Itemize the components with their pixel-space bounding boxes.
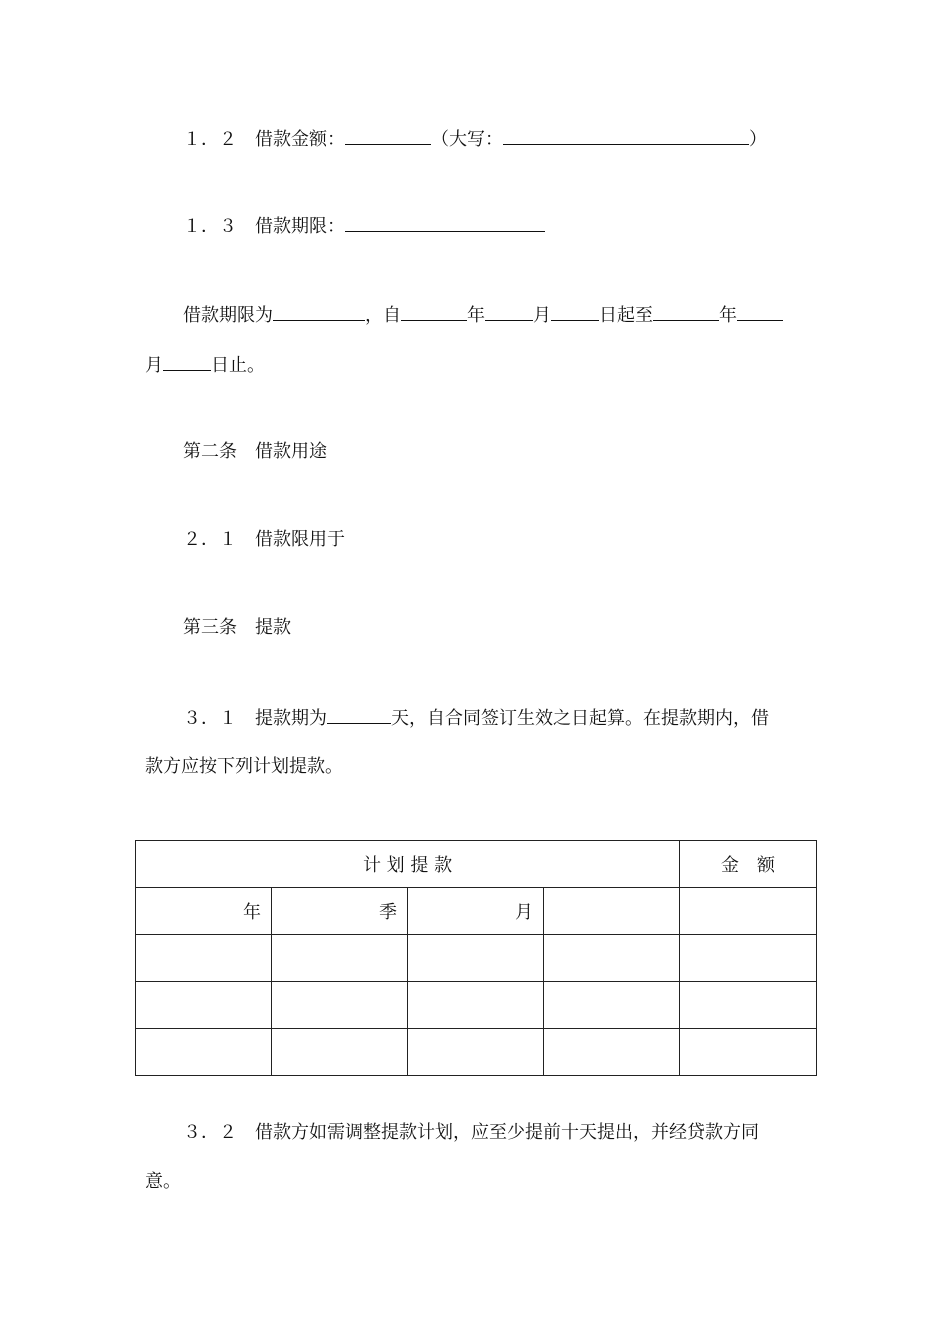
table-row [136, 982, 817, 1029]
term-text: 日止。 [211, 355, 265, 376]
clause-1-3 [183, 213, 545, 239]
term-text: ，自 [365, 305, 401, 326]
clause-number: ３．２ [183, 1122, 237, 1143]
end-month-blank[interactable] [737, 302, 783, 321]
table-cell[interactable] [136, 1029, 272, 1076]
term-text: 日起至 [599, 305, 653, 326]
term-line-1 [183, 302, 783, 328]
term-line-2 [145, 352, 265, 378]
clause-text: 天，自合同签订生效之日起算。在提款期内，借 [391, 708, 769, 729]
loan-amount-uppercase-blank[interactable] [503, 126, 749, 145]
season-header: 季 [272, 888, 408, 935]
clause-number: １．３ [183, 216, 237, 237]
table-cell[interactable] [544, 1029, 680, 1076]
end-year-blank[interactable] [653, 302, 719, 321]
clause-label: 借款金额： [255, 129, 345, 150]
term-text: 月 [533, 305, 551, 326]
clause-label: 借款期限： [255, 216, 345, 237]
term-length-blank[interactable] [273, 302, 365, 321]
month-header: 月 [408, 888, 544, 935]
clause-text: 提款期为 [255, 708, 327, 729]
table-row [136, 1029, 817, 1076]
plan-header: 计 划 提 款 [136, 841, 680, 888]
article-2-title: 第二条 借款用途 [183, 441, 327, 462]
clause-number: ３．１ [183, 708, 237, 729]
term-text: 年 [719, 305, 737, 326]
loan-term-blank[interactable] [345, 213, 545, 232]
withdrawal-plan-table [135, 840, 817, 1076]
clause-3-2-line-1 [183, 1121, 759, 1145]
clause-3-1-line-2: 款方应按下列计划提款。 [145, 756, 343, 777]
start-day-blank[interactable] [551, 302, 599, 321]
table-header-row [136, 841, 817, 888]
table-cell[interactable] [680, 1029, 817, 1076]
table-cell[interactable] [680, 982, 817, 1029]
table-cell[interactable] [272, 935, 408, 982]
clause-text: 借款方如需调整提款计划，应至少提前十天提出，并经贷款方同 [255, 1122, 759, 1143]
table-cell[interactable] [408, 935, 544, 982]
clause-number: ２．１ [183, 529, 237, 550]
term-text: 月 [145, 355, 163, 376]
table-cell[interactable] [680, 935, 817, 982]
clause-text: 借款限用于 [255, 529, 345, 550]
article-3-title: 第三条 提款 [183, 617, 291, 638]
end-day-blank[interactable] [163, 352, 211, 371]
start-month-blank[interactable] [485, 302, 533, 321]
table-cell[interactable] [544, 888, 680, 935]
uppercase-close: ） [749, 129, 767, 150]
table-cell[interactable] [680, 888, 817, 935]
table-row [136, 935, 817, 982]
table-subheader-row [136, 888, 817, 935]
loan-amount-blank[interactable] [345, 126, 431, 145]
amount-header: 金 额 [680, 841, 817, 888]
start-year-blank[interactable] [401, 302, 467, 321]
withdrawal-days-blank[interactable] [327, 705, 391, 724]
table-cell[interactable] [408, 982, 544, 1029]
term-text: 年 [467, 305, 485, 326]
clause-2-1 [183, 528, 345, 552]
clause-3-2-line-2: 意。 [145, 1171, 181, 1192]
table-cell[interactable] [544, 935, 680, 982]
table-cell[interactable] [408, 1029, 544, 1076]
term-text: 借款期限为 [183, 305, 273, 326]
year-header: 年 [136, 888, 272, 935]
table-cell[interactable] [136, 982, 272, 1029]
clause-number: １．２ [183, 129, 237, 150]
table-cell[interactable] [136, 935, 272, 982]
table-cell[interactable] [544, 982, 680, 1029]
uppercase-open: （大写： [431, 129, 503, 150]
table-cell[interactable] [272, 1029, 408, 1076]
clause-1-2 [183, 126, 767, 152]
clause-3-1-line-1 [183, 705, 769, 731]
table-cell[interactable] [272, 982, 408, 1029]
